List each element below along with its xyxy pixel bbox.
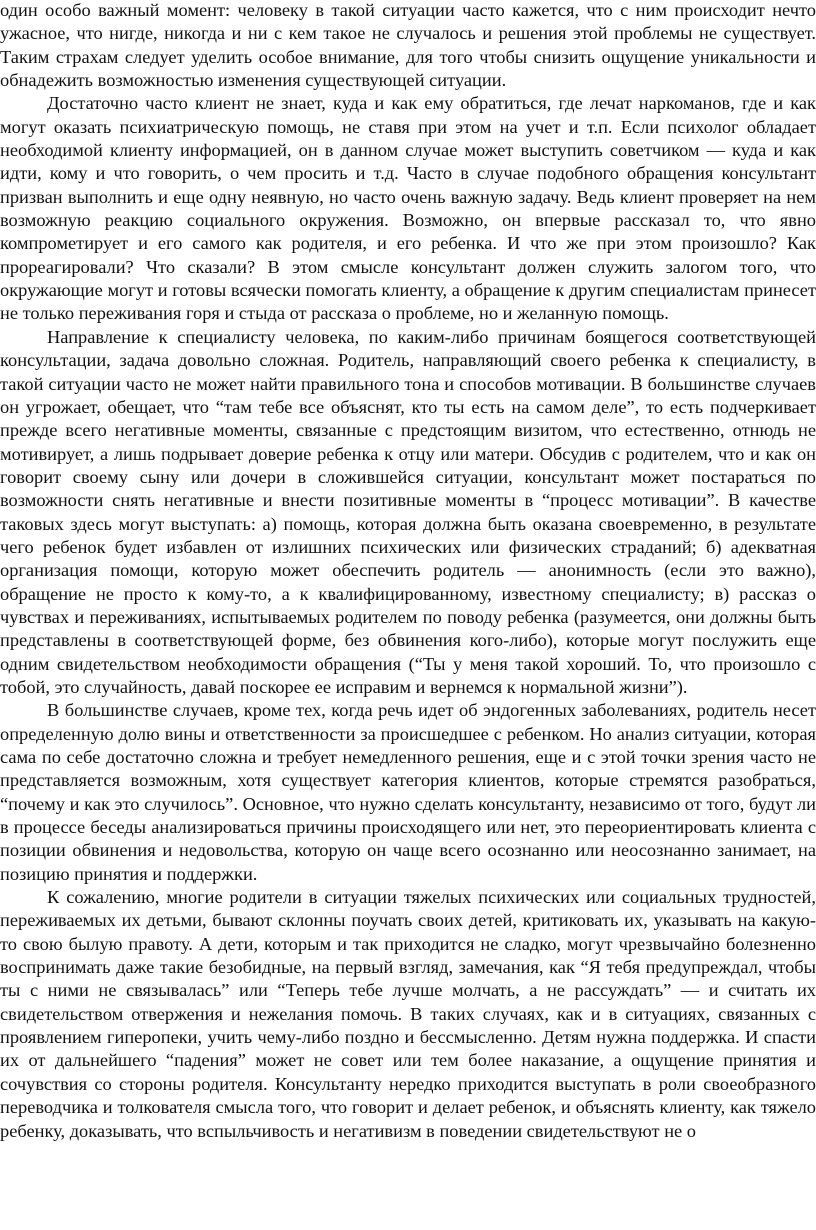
paragraph: Направление к специалисту человека, по каким-либо причинам боящегося соответствующей консультации, задача довольно сложная. Родитель, направляющий своего ребенка к специалисту, в такой ситуации часто не может найти правильного тона и способов мотивации. В большинстве случаев он угрожает, обещает, что “там тебе все объяснят, кто ты есть на самом деле”, то есть подчеркивает прежде всего негативные моменты, связанные с предстоящим визитом, что естественно, отнюдь не мотивирует, а лишь подрывает доверие ребенка к отцу или матери. Обсудив с родителем, что и как он говорит своему сыну или дочери в сложившейся ситуации, консультант может постараться по возможности снять негативные и внести позитивные моменты в “процесс мотивации”. В качестве таковых здесь могут выступать: а) помощь, которая должна быть оказана своевременно, в результате чего ребенок будет избавлен от излишних психических или физических страданий; б) адекватная организация помощи, которую может обеспечить родитель — анонимность (если это важно), обращение не просто к кому-то, а к квалифицированному, известному специалисту; в) рассказ о чувствах и переживаниях, испытываемых родителем по поводу ребенка (разумеется, они должны быть представлены в соответствующей форме, без обвинения кого-либо), которые могут послужить еще одним свидетельством необходимости обращения (“Ты у меня такой хороший. То, что произошло с тобой, это случайность, давай поскорее ее исправим и вернемся к нормальной жизни”).	[0, 326, 816, 697]
paragraph: К сожалению, многие родители в ситуации тяжелых психических или социальных трудностей, переживаемых их детьми, бывают склонны поучать своих детей, критиковать их, указывать на какую-то свою былую правоту. А дети, которым и так приходится не сладко, могут чрезвычайно болезненно воспринимать даже такие безобидные, на первый взгляд, замечания, как “Я тебя предупреждал, чтобы ты с ними не связывалась” или “Теперь тебе лучше молчать, а не рассуждать” — и считать их свидетельством отвержения и нежелания помочь. В таких случаях, как и в ситуациях, связанных с проявлением гиперопеки, учить чему-либо поздно и бессмысленно. Детям нужна поддержка. И спасти их от дальнейшего “падения” может не совет или тем более наказание, а ощущение принятия и сочувствия со стороны родителя. Консультанту нередко приходится выступать в роли своеобразного переводчика и толкователя смысла того, что говорит и делает ребенок, и объяснять клиенту, как тяжело ребенку, доказывать, что вспыльчивость и негативизм в поведении свидетельствуют не о	[0, 887, 816, 1141]
paragraph-continuation: один особо важный момент: человеку в такой ситуации часто кажется, что с ним происходит нечто ужасное, что нигде, никогда и ни с кем такое не случалось и решения этой проблемы не существует. Таким страхам следует уделить особое внимание, для того чтобы снизить ощущение уникальности и обнадежить возможностью изменения существующей ситуации.	[0, 0, 816, 91]
paragraph: Достаточно часто клиент не знает, куда и как ему обратиться, где лечат наркоманов, где и как могут оказать психиатрическую помощь, не ставя при этом на учет и т.п. Если психолог обладает необходимой клиенту информацией, он в данном случае может выступить советчиком — куда и как идти, кому и что говорить, о чем просить и т.д. Часто в случае подобного обращения консультант призван выполнить и еще одну неявную, но часто очень важную задачу. Ведь клиент проверяет на нем возможную реакцию социального окружения. Возможно, он впервые рассказал то, что явно компрометирует и его самого как родителя, и его ребенка. И что же при этом произошло? Как прореагировали? Что сказали? В этом смысле консультант должен служить залогом того, что окружающие могут и готовы всячески помогать клиенту, а обращение к другим специалистам принесет не только переживания горя и стыда от рассказа о проблеме, но и желанную помощь.	[0, 93, 816, 324]
paragraph: В большинстве случаев, кроме тех, когда речь идет об эндогенных заболеваниях, родитель несет определенную долю вины и ответственности за происшедшее с ребенком. Но анализ ситуации, которая сама по себе достаточно сложна и требует немедленного решения, еще и с этой точки зрения часто не представляется возможным, хотя существует категория клиентов, которые стремятся разобраться, “почему и как это случилось”. Основное, что нужно сделать консультанту, независимо от того, будут ли в процессе беседы анализироваться причины происходящего или нет, это переориентировать клиента с позиции обвинения и недовольства, которую он чаще всего осознанно или неосознанно занимает, на позицию принятия и поддержки.	[0, 700, 816, 884]
